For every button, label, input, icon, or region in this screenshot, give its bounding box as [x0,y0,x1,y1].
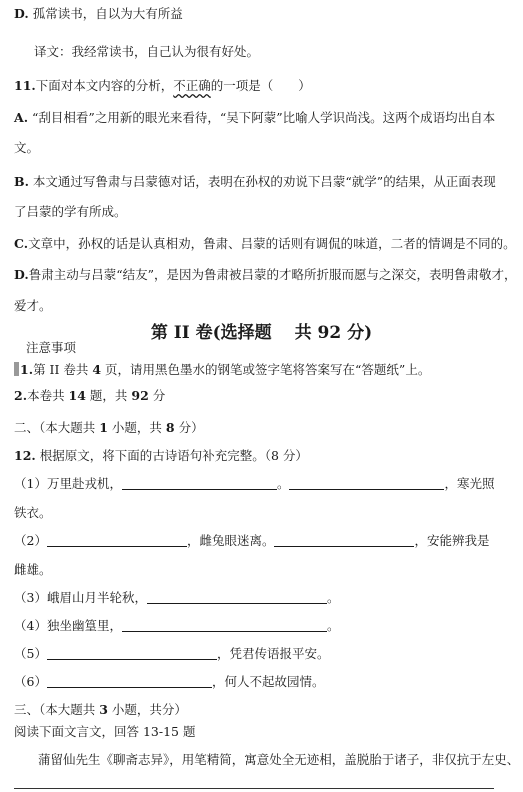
page-bottom-rule [14,788,494,789]
stem-text: 根据原文，将下面的古诗语句补充完整。（8 分） [39,448,308,463]
answer-blank[interactable] [47,675,212,688]
poem-line-2-cont: 雌雄。 [14,562,52,577]
answer-blank[interactable] [122,619,327,632]
option-text: 文章中，孙权的话是认真相劝，鲁肃、吕蒙的话则有调侃的味道，二者的情调是不同的。 [28,236,516,251]
item-text: 本卷共 [27,388,69,403]
notice-heading: 注意事项 [26,340,77,355]
poem-text: ，安能辨我是 [414,533,490,548]
option-a-line2: 文。 [14,140,40,155]
passage-text: 蒲留仙先生《聊斋志异》，用笔精简，寓意处全无迹相，盖脱胎于诸子，非仅抗于左史、 [38,752,520,767]
option-d-line2: 爱才。 [14,298,52,313]
poem-text: （4）独坐幽篁里， [14,618,122,633]
answer-blank[interactable] [147,591,327,604]
poem-text: （3）峨眉山月半轮秋， [14,590,147,605]
option-label: A. [14,110,29,125]
option-label: D. [14,6,29,21]
question-number: 11. [14,78,36,93]
reading-instruction: 阅读下面文言文，回答 13-15 题 [14,724,196,739]
poem-line-1 [14,476,495,492]
item-value: 92 [131,388,149,403]
option-text: 孤常读书，自以为大有所益 [32,6,183,21]
answer-blank[interactable] [289,477,444,490]
poem-line-1-cont: 铁衣。 [14,505,52,520]
poem-line-6 [14,674,324,690]
heading-value: 3 [99,702,108,717]
poem-text: ，凭君传语报平安。 [216,646,330,661]
item-value: 14 [68,388,86,403]
poem-line-5 [14,646,329,662]
poem-text: 。 [276,476,290,491]
option-label: B. [14,174,29,189]
option-b-line1 [14,174,496,190]
answer-blank[interactable] [274,534,414,547]
part2-heading [14,420,204,436]
poem-text: 。 [326,590,340,605]
option-c [14,236,516,252]
option-label: C. [14,236,29,251]
heading-text: 三、（本大题共 [14,702,100,717]
poem-text: ，何人不起故园情。 [211,674,325,689]
option-label: D. [14,267,29,282]
question-number: 12. [14,448,36,463]
heading-value: 1 [99,420,108,435]
poem-line-4 [14,618,339,634]
heading-value: 8 [165,420,175,435]
option-d-line1 [14,267,517,283]
answer-blank[interactable] [47,647,217,660]
item-text-end: 页，请用黑色墨水的钢笔或签字笔将答案写在“答题纸”上。 [101,362,431,377]
part3-heading [14,702,187,718]
poem-line-3 [14,590,339,606]
option-text: 鲁肃主动与吕蒙“结友”，是因为鲁肃被吕蒙的才略所折服而愿与之深交，表明鲁肃敬才， [28,267,517,282]
emphasis-text: 不正确 [173,78,211,93]
item-value: 4 [92,362,102,377]
item-text: 题，共 [85,388,132,403]
notice-item-1 [14,362,430,378]
poem-line-2 [14,533,489,549]
notice-item-2 [14,388,165,404]
question-11-stem [14,78,311,94]
item-text: 第 II 卷共 [33,362,93,377]
section-title: 第 II 卷(选择题 共 92 分) [150,323,373,343]
poem-text: （1）万里赴戎机， [14,476,122,491]
poem-text: （6） [14,674,47,689]
heading-text: 二、（本大题共 [14,420,100,435]
item-text-end: 分 [148,388,166,403]
poem-text: （5） [14,646,47,661]
heading-text-end: 小题，共分） [107,702,187,717]
text-cursor [14,362,19,376]
stem-text: 下面对本文内容的分析， [35,78,174,93]
stem-text-end: 的一项是（ ） [210,78,311,93]
translation-line: 译文：我经常读书，自己认为很有好处。 [34,44,260,59]
answer-blank[interactable] [122,477,277,490]
option-a-line1 [14,110,495,126]
option-b-line2: 了吕蒙的学有所成。 [14,204,127,219]
item-number: 2. [14,388,28,403]
option-d-10 [14,6,183,22]
answer-blank[interactable] [47,534,187,547]
question-12-stem [14,448,308,464]
item-number: 1. [20,362,34,377]
option-text: “刮目相看”之用新的眼光来看待，“吴下阿蒙”比喻人学识尚浅。这两个成语均出自本 [32,110,496,125]
option-text: 本文通过写鲁肃与吕蒙德对话，表明在孙权的劝说下吕蒙“就学”的结果，从正面表现 [32,174,496,189]
heading-text-end: 分） [174,420,204,435]
poem-text: ，雌兔眼迷离。 [186,533,275,548]
poem-text: （2） [14,533,47,548]
heading-text: 小题，共 [107,420,166,435]
poem-text: 。 [326,618,340,633]
poem-text: ，寒光照 [444,476,495,491]
